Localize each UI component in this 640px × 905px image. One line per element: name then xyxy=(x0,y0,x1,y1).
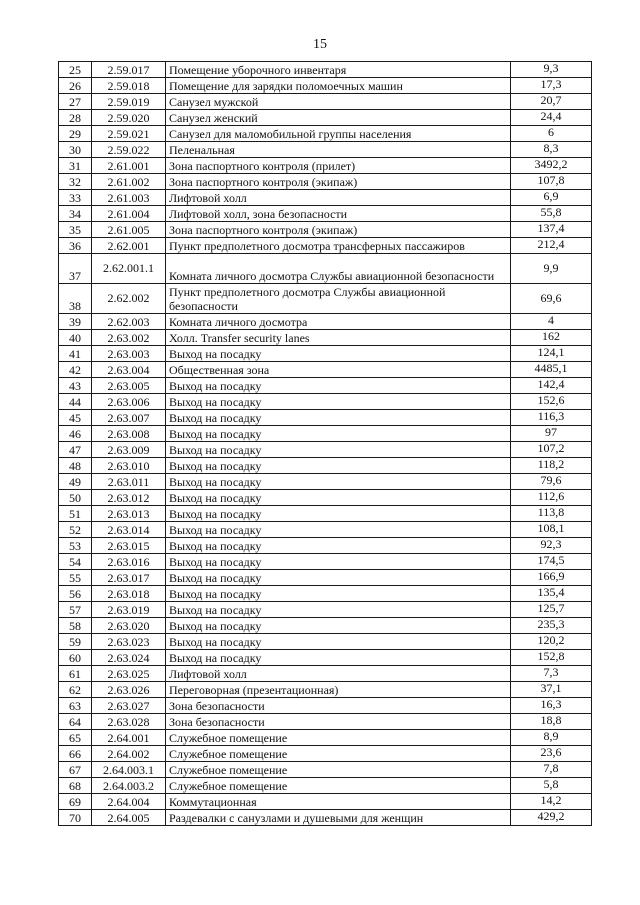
room-code: 2.61.001 xyxy=(92,158,166,174)
room-area: 16,3 xyxy=(511,698,592,714)
row-number: 53 xyxy=(59,538,92,554)
room-name: Зона паспортного контроля (экипаж) xyxy=(166,174,511,190)
row-number: 26 xyxy=(59,78,92,94)
room-area: 174,5 xyxy=(511,554,592,570)
row-number: 33 xyxy=(59,190,92,206)
row-number: 57 xyxy=(59,602,92,618)
room-name: Зона безопасности xyxy=(166,698,511,714)
table-row xyxy=(59,698,592,714)
room-code: 2.64.001 xyxy=(92,730,166,746)
room-area: 235,3 xyxy=(511,618,592,634)
room-code: 2.63.007 xyxy=(92,410,166,426)
room-name: Зона безопасности xyxy=(166,714,511,730)
room-area: 107,2 xyxy=(511,442,592,458)
row-number: 35 xyxy=(59,222,92,238)
row-number: 67 xyxy=(59,762,92,778)
room-name: Служебное помещение xyxy=(166,762,511,778)
row-number: 38 xyxy=(59,284,92,314)
room-area: 429,2 xyxy=(511,810,592,826)
room-code: 2.63.009 xyxy=(92,442,166,458)
room-code: 2.62.003 xyxy=(92,314,166,330)
room-area: 212,4 xyxy=(511,238,592,254)
room-code: 2.59.017 xyxy=(92,62,166,78)
room-name: Выход на посадку xyxy=(166,346,511,362)
room-code: 2.63.019 xyxy=(92,602,166,618)
room-name: Санузел мужской xyxy=(166,94,511,110)
table-row xyxy=(59,634,592,650)
table-row xyxy=(59,346,592,362)
room-name: Выход на посадку xyxy=(166,586,511,602)
row-number: 65 xyxy=(59,730,92,746)
room-code: 2.64.003.2 xyxy=(92,778,166,794)
room-name: Выход на посадку xyxy=(166,650,511,666)
table-row xyxy=(59,94,592,110)
room-area: 166,9 xyxy=(511,570,592,586)
room-code: 2.63.003 xyxy=(92,346,166,362)
room-code: 2.61.002 xyxy=(92,174,166,190)
room-name: Выход на посадку xyxy=(166,410,511,426)
table-row xyxy=(59,522,592,538)
row-number: 31 xyxy=(59,158,92,174)
room-code: 2.61.004 xyxy=(92,206,166,222)
room-name: Санузел женский xyxy=(166,110,511,126)
room-area: 107,8 xyxy=(511,174,592,190)
room-code: 2.63.026 xyxy=(92,682,166,698)
room-name: Выход на посадку xyxy=(166,570,511,586)
room-name: Выход на посадку xyxy=(166,634,511,650)
row-number: 66 xyxy=(59,746,92,762)
room-code: 2.64.002 xyxy=(92,746,166,762)
room-area: 69,6 xyxy=(511,284,592,314)
row-number: 40 xyxy=(59,330,92,346)
room-name: Служебное помещение xyxy=(166,778,511,794)
room-area: 7,3 xyxy=(511,666,592,682)
table-row xyxy=(59,362,592,378)
row-number: 59 xyxy=(59,634,92,650)
room-name: Комната личного досмотра xyxy=(166,314,511,330)
table-row xyxy=(59,714,592,730)
room-area: 8,3 xyxy=(511,142,592,158)
room-name: Выход на посадку xyxy=(166,426,511,442)
room-name: Раздевалки с санузлами и душевыми для женщин xyxy=(166,810,511,826)
row-number: 54 xyxy=(59,554,92,570)
room-code: 2.59.018 xyxy=(92,78,166,94)
row-number: 70 xyxy=(59,810,92,826)
room-code: 2.63.016 xyxy=(92,554,166,570)
room-area: 20,7 xyxy=(511,94,592,110)
row-number: 51 xyxy=(59,506,92,522)
table-row xyxy=(59,650,592,666)
row-number: 37 xyxy=(59,254,92,284)
room-area: 113,8 xyxy=(511,506,592,522)
table-row xyxy=(59,110,592,126)
room-code: 2.62.001 xyxy=(92,238,166,254)
room-code: 2.64.005 xyxy=(92,810,166,826)
room-area: 92,3 xyxy=(511,538,592,554)
room-area: 125,7 xyxy=(511,602,592,618)
room-code: 2.63.014 xyxy=(92,522,166,538)
room-area: 116,3 xyxy=(511,410,592,426)
table-row xyxy=(59,586,592,602)
room-area: 55,8 xyxy=(511,206,592,222)
table-row xyxy=(59,410,592,426)
premises-table-body xyxy=(59,62,592,826)
row-number: 56 xyxy=(59,586,92,602)
room-name: Лифтовой холл xyxy=(166,190,511,206)
row-number: 61 xyxy=(59,666,92,682)
room-area: 6,9 xyxy=(511,190,592,206)
room-area: 5,8 xyxy=(511,778,592,794)
table-row xyxy=(59,490,592,506)
room-name: Лифтовой холл, зона безопасности xyxy=(166,206,511,222)
room-code: 2.59.020 xyxy=(92,110,166,126)
row-number: 28 xyxy=(59,110,92,126)
room-area: 9,3 xyxy=(511,62,592,78)
table-row xyxy=(59,554,592,570)
row-number: 36 xyxy=(59,238,92,254)
room-area: 18,8 xyxy=(511,714,592,730)
table-row xyxy=(59,538,592,554)
row-number: 34 xyxy=(59,206,92,222)
room-area: 120,2 xyxy=(511,634,592,650)
room-name: Выход на посадку xyxy=(166,474,511,490)
room-area: 7,8 xyxy=(511,762,592,778)
table-row xyxy=(59,142,592,158)
room-name: Помещение уборочного инвентаря xyxy=(166,62,511,78)
room-name: Комната личного досмотра Службы авиационной безопасности xyxy=(166,254,511,284)
table-row xyxy=(59,506,592,522)
room-name: Выход на посадку xyxy=(166,538,511,554)
room-name: Коммутационная xyxy=(166,794,511,810)
room-area: 9,9 xyxy=(511,254,592,284)
room-area: 108,1 xyxy=(511,522,592,538)
room-area: 97 xyxy=(511,426,592,442)
row-number: 58 xyxy=(59,618,92,634)
premises-table xyxy=(58,61,592,826)
room-name: Лифтовой холл xyxy=(166,666,511,682)
row-number: 69 xyxy=(59,794,92,810)
table-row xyxy=(59,682,592,698)
room-name: Выход на посадку xyxy=(166,554,511,570)
room-code: 2.63.025 xyxy=(92,666,166,682)
room-name: Выход на посадку xyxy=(166,506,511,522)
room-area: 8,9 xyxy=(511,730,592,746)
table-row xyxy=(59,206,592,222)
room-code: 2.62.001.1 xyxy=(92,254,166,284)
room-name: Зона паспортного контроля (прилет) xyxy=(166,158,511,174)
room-area: 17,3 xyxy=(511,78,592,94)
row-number: 30 xyxy=(59,142,92,158)
row-number: 48 xyxy=(59,458,92,474)
row-number: 63 xyxy=(59,698,92,714)
row-number: 41 xyxy=(59,346,92,362)
room-area: 142,4 xyxy=(511,378,592,394)
room-area: 135,4 xyxy=(511,586,592,602)
room-name: Пункт предполетного досмотра трансферных пассажиров xyxy=(166,238,511,254)
room-code: 2.63.028 xyxy=(92,714,166,730)
table-row xyxy=(59,778,592,794)
room-code: 2.64.004 xyxy=(92,794,166,810)
room-code: 2.59.021 xyxy=(92,126,166,142)
room-area: 37,1 xyxy=(511,682,592,698)
room-area: 79,6 xyxy=(511,474,592,490)
room-name: Пеленальная xyxy=(166,142,511,158)
table-row xyxy=(59,426,592,442)
room-name: Выход на посадку xyxy=(166,442,511,458)
room-code: 2.63.023 xyxy=(92,634,166,650)
row-number: 42 xyxy=(59,362,92,378)
table-row xyxy=(59,794,592,810)
room-area: 162 xyxy=(511,330,592,346)
table-row xyxy=(59,238,592,254)
table-row xyxy=(59,666,592,682)
room-name: Выход на посадку xyxy=(166,490,511,506)
table-row xyxy=(59,126,592,142)
room-code: 2.63.015 xyxy=(92,538,166,554)
row-number: 43 xyxy=(59,378,92,394)
table-row xyxy=(59,602,592,618)
room-code: 2.63.027 xyxy=(92,698,166,714)
room-name: Санузел для маломобильной группы населения xyxy=(166,126,511,142)
row-number: 55 xyxy=(59,570,92,586)
room-area: 3492,2 xyxy=(511,158,592,174)
row-number: 68 xyxy=(59,778,92,794)
table-row xyxy=(59,78,592,94)
room-area: 152,6 xyxy=(511,394,592,410)
room-code: 2.63.004 xyxy=(92,362,166,378)
room-name: Служебное помещение xyxy=(166,730,511,746)
table-row xyxy=(59,570,592,586)
room-code: 2.63.008 xyxy=(92,426,166,442)
table-row xyxy=(59,314,592,330)
room-code: 2.63.013 xyxy=(92,506,166,522)
room-code: 2.63.006 xyxy=(92,394,166,410)
room-area: 4 xyxy=(511,314,592,330)
table-row xyxy=(59,284,592,314)
room-area: 23,6 xyxy=(511,746,592,762)
table-row xyxy=(59,330,592,346)
room-code: 2.64.003.1 xyxy=(92,762,166,778)
table-row xyxy=(59,174,592,190)
room-area: 137,4 xyxy=(511,222,592,238)
row-number: 62 xyxy=(59,682,92,698)
room-code: 2.63.017 xyxy=(92,570,166,586)
room-name: Выход на посадку xyxy=(166,618,511,634)
row-number: 39 xyxy=(59,314,92,330)
row-number: 64 xyxy=(59,714,92,730)
room-name: Холл. Transfer security lanes xyxy=(166,330,511,346)
room-code: 2.59.022 xyxy=(92,142,166,158)
row-number: 29 xyxy=(59,126,92,142)
table-row xyxy=(59,394,592,410)
room-code: 2.63.018 xyxy=(92,586,166,602)
room-name: Пункт предполетного досмотра Службы авиационной безопасности xyxy=(166,284,511,314)
table-row xyxy=(59,442,592,458)
row-number: 47 xyxy=(59,442,92,458)
row-number: 27 xyxy=(59,94,92,110)
room-code: 2.63.024 xyxy=(92,650,166,666)
room-code: 2.63.012 xyxy=(92,490,166,506)
room-area: 24,4 xyxy=(511,110,592,126)
table-row xyxy=(59,746,592,762)
row-number: 52 xyxy=(59,522,92,538)
room-code: 2.63.005 xyxy=(92,378,166,394)
room-name: Выход на посадку xyxy=(166,602,511,618)
page-number: 15 xyxy=(313,37,327,52)
room-name: Помещение для зарядки поломоечных машин xyxy=(166,78,511,94)
table-row xyxy=(59,618,592,634)
table-row xyxy=(59,254,592,284)
table-row xyxy=(59,810,592,826)
room-area: 4485,1 xyxy=(511,362,592,378)
room-name: Общественная зона xyxy=(166,362,511,378)
room-name: Выход на посадку xyxy=(166,394,511,410)
room-area: 112,6 xyxy=(511,490,592,506)
row-number: 44 xyxy=(59,394,92,410)
table-row xyxy=(59,378,592,394)
room-code: 2.59.019 xyxy=(92,94,166,110)
room-code: 2.63.002 xyxy=(92,330,166,346)
row-number: 32 xyxy=(59,174,92,190)
room-code: 2.63.010 xyxy=(92,458,166,474)
row-number: 60 xyxy=(59,650,92,666)
table-row xyxy=(59,222,592,238)
room-code: 2.63.020 xyxy=(92,618,166,634)
room-name: Выход на посадку xyxy=(166,458,511,474)
room-name: Выход на посадку xyxy=(166,378,511,394)
table-row xyxy=(59,158,592,174)
room-name: Зона паспортного контроля (экипаж) xyxy=(166,222,511,238)
row-number: 25 xyxy=(59,62,92,78)
table-row xyxy=(59,458,592,474)
row-number: 46 xyxy=(59,426,92,442)
room-code: 2.61.003 xyxy=(92,190,166,206)
room-code: 2.61.005 xyxy=(92,222,166,238)
table-row xyxy=(59,762,592,778)
room-area: 118,2 xyxy=(511,458,592,474)
row-number: 45 xyxy=(59,410,92,426)
room-code: 2.63.011 xyxy=(92,474,166,490)
room-code: 2.62.002 xyxy=(92,284,166,314)
room-area: 152,8 xyxy=(511,650,592,666)
room-area: 124,1 xyxy=(511,346,592,362)
table-row xyxy=(59,730,592,746)
room-name: Служебное помещение xyxy=(166,746,511,762)
room-area: 14,2 xyxy=(511,794,592,810)
table-row xyxy=(59,474,592,490)
table-row xyxy=(59,62,592,78)
table-row xyxy=(59,190,592,206)
row-number: 49 xyxy=(59,474,92,490)
room-name: Переговорная (презентационная) xyxy=(166,682,511,698)
row-number: 50 xyxy=(59,490,92,506)
room-area: 6 xyxy=(511,126,592,142)
room-name: Выход на посадку xyxy=(166,522,511,538)
